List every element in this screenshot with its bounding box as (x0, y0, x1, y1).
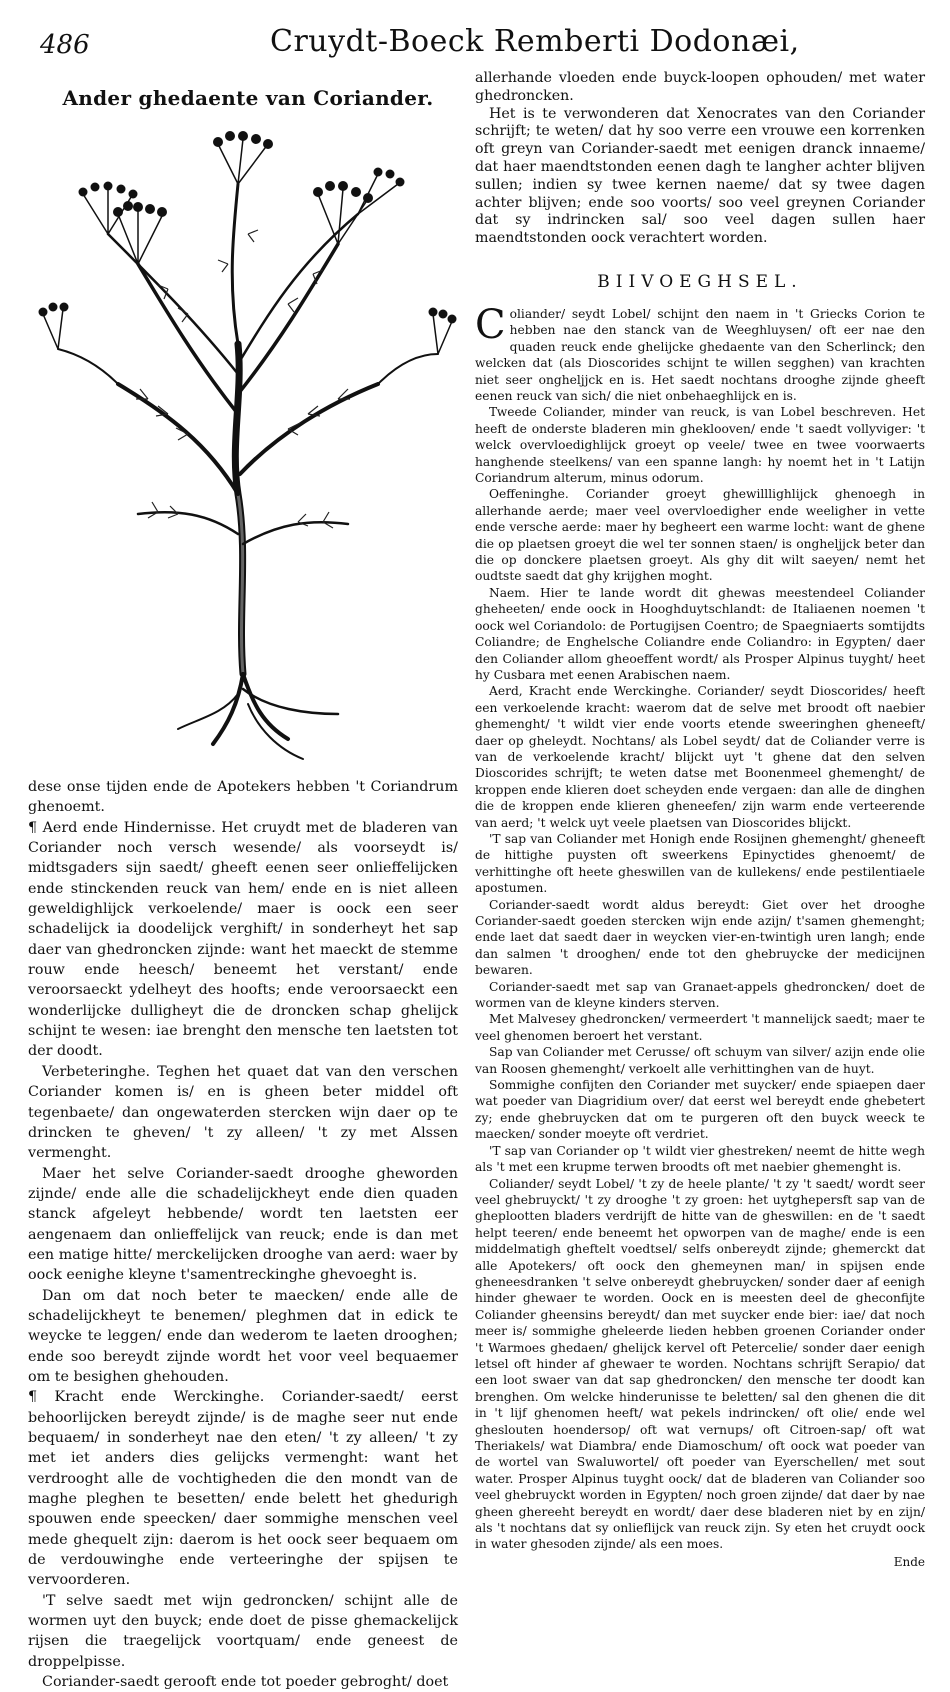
paragraph: Coliander/ seydt Lobel/ 't zy de heele plante/ 't zy 't saedt/ wordt seer veel ghebruyckt/ 't zy drooghe 't zy groen: het uytghepersft sap van de gheplootten bladers verdrijft de hitte van de gheswillen: en de 't saedt helpt teeren/ ende beneemt het opworpen van de maghe/ ende is een middelmatigh gheftelt voedtsel/ selfs onbereydt zijnde; ghemerckt dat alle Apotekers/ oft oock den ghemeynen man/ in spijsen ende gheneesdranken 't selve onbereydt ghebruycken/ sonder daer af eenigh hinder ghewaer te worden. Oock en is meesten deel de gheconfijte Coliander gheensins bereydt/ dan met suycker ende bier: iae/ dat noch meer is/ sommighe gheleerde lieden hebben groenen Coriander onder 't Warmoes ghedaen/ ghelijck kervel oft Petercelie/ sonder daer eenigh letsel oft hinder af ghewaer te worden. Nochtans schrijft Serapio/ dat een loot swaer van dat sap ghedroncken/ den mensche ter doodt kan brenghen. Om welcke hinderunisse te beletten/ sal den ghenen die dit in 't lijf ghenomen heeft/ wat pekels indrincken/ oft olie/ ende wel gheslouten hoendersop/ oft wat vernups/ oft Citroen-sap/ oft wat Theriakels/ wat Diambra/ ende Diamoschum/ oft oock wat poeder van de wortel van Swaluwortel/ oft poeder van Eyerschellen/ met sout water. Prosper Alpinus tuyght oock/ dat de bladeren van Coliander soo veel ghebruyckt worden in Egypten/ noch groen zijnde/ dat daer by nae gheen ghereeht bereydt en wordt/ daer dese bladeren niet by en zijn/ als 't nochtans dat sy onlieflijck van reuck zijn. Sy eten het cruydt oock in water ghesoden zijnde/ als een moes. (475, 1176, 925, 1552)
figure-block (28, 78, 468, 764)
paragraph-with-dropcap (475, 301, 925, 404)
paragraph: Coriander-saedt wordt aldus bereydt: Giet over het drooghe Coriander-saedt goeden stercken wijn ende azijn/ t'samen ghemenght; ende laet dat saedt daer in weycken vier-en-twintigh uren langh; ende dan salmen 't drooghen/ ende tot den ghebruycke der medicijnen bewaren. (475, 897, 925, 978)
paragraph: 'T sap van Coliander met Honigh ende Rosijnen ghemenght/ gheneeft de hittighe puysten oft sweerkens Epinyctides ghenoemt/ de verhittinghe oft heete gheswillen van de kullekens/ ende pestilentiaele apostumen. (475, 831, 925, 896)
paragraph: Naem. Hier te lande wordt dit ghewas meestendeel Coliander gheheeten/ ende oock in Hooghduytschlandt: de Italiaenen noemen 't oock wel Coriandolo: de Portugijsen Coentro; de Spaegniaerts somtijdts Coliandre; de Enghelsche Coliandre ende Coliandro: in Egypten/ daer den Coliander allom gheoeffent wordt/ als Prosper Alpinus tuyght/ heet hy Cusbara met eenen Arabischen naem. (475, 585, 925, 682)
paragraph: Coriander-saedt met sap van Granaet-appels ghedroncken/ doet de wormen van de kleyne kinders sterven. (475, 979, 925, 1011)
paragraph: Sap van Coliander met Cerusse/ oft schuym van silver/ azijn ende olie van Roosen ghemenght/ verkoelt alle verhittinghen van de huyt. (475, 1045, 925, 1076)
paragraph: dese onse tijden ende de Apotekers hebben 't Coriandrum ghenoemt. (28, 779, 458, 816)
coriander-plant-woodcut (38, 114, 458, 764)
paragraph: ¶ Aerd ende Hindernisse. Het cruydt met de bladeren van Coriander noch versch wesende/ als voorseydt is/ midtsgaders sijn saedt/ gheeft eenen seer onlieffelijcken ende stinckenden reuck van hem/ ende en is niet alleen geweldighlijck verkoelende/ maer is oock een seer schadelijck ia doodelijck verghift/ in sonderheyt het sap daer van ghedroncken zijnde: want het maeckt de stemme rouw ende heesch/ beneemt het verstant/ ende veroorsaeckt ydelheyt des hoofts; ende veroorsaeckt een wonderlijcke dulligheyt die de droncken schap ghelijck schijnt te wesen: iae brenght den mensche ten laetsten tot der doodt. (28, 819, 458, 1060)
paragraph: 'T sap van Coriander op 't wildt vier ghestreken/ neemt de hitte wegh als 't met een krupme terwen broodts oft met naebier ghemenght is. (475, 1143, 925, 1175)
paragraph: 'T selve saedt met wijn gedroncken/ schijnt alle de wormen uyt den buyck; ende doet de pisse ghemackelijck rijsen die traegelijck voortquam/ ende geneest de droppelpisse. (28, 1592, 458, 1670)
right-column-text (475, 70, 925, 1569)
section-title: BIIVOEGHSEL. (597, 271, 803, 292)
running-title: Cruydt-Boeck Remberti Dodonæi, (270, 24, 800, 59)
paragraph: Maer het selve Coriander-saedt drooghe gheworden zijnde/ ende alle die schadelijckheyt ende dien quaden stanck afgeleyt hebbende/ wordt ten laetsten eer aengenaem dan onlieffelijck van reuck; ende is dan met een matige hitte/ merckelijcken drooghe van aerd: waer by oock eenighe kleyne t'samentreckinghe ghevoeght is. (28, 1165, 458, 1284)
paragraph: Het is te verwonderen dat Xenocrates van den Coriander schrijft; te weten/ dat hy soo verre een vrouwe een korrenken oft greyn van Coriander-saedt met eenigen dranck innaeme/ dat haer maendtstonden eenen dagh te langher achter blijven sullen; indien sy twee kernen naeme/ dat sy twee dagen achter blijven; ende soo voorts/ soo veel greynen Coriander dat sy indrincken sal/ soo veel dagen sullen haer maendtstonden oock verachtert worden. (475, 105, 925, 247)
paragraph: allerhande vloeden ende buyck-loopen ophouden/ met water ghedroncken. (475, 70, 925, 104)
drop-cap: C (475, 301, 506, 348)
paragraph: Dan om dat noch beter te maecken/ ende alle de schadelijckheyt te benemen/ pleghmen dat in edick te weycke te leggen/ ende dan wederom te laeten drooghen; ende soo bereydt zijnde wordt het voor veel bequaemer om te besighen ghehouden. (28, 1287, 458, 1385)
figure-caption: Ander ghedaente van Coriander. (62, 86, 434, 110)
paragraph: Oeffeninghe. Coriander groeyt ghewilllighlijck ghenoegh in allerhande aerde; maer veel overvloedigher ende weeligher in vette ende versche aerde: maer hy begheert een warme locht: want de ghene die op plaetsen groeyt die wel ter sonnen staen/ is ongheljjck beter dan die op donckere plaetsen groeyt. Als ghy dit wilt saeyen/ nemt het oudtste saedt dat ghy krijghen moght. (475, 487, 925, 584)
paragraph: Tweede Coliander, minder van reuck, is van Lobel beschreven. Het heeft de onderste bladeren min gheklooven/ ende 't saedt vollyviger: 't welck overvloedighlijck groeyt op veele/ twee en twee voorwaerts hanghende steelkens/ van een spanne langh: hy noemt het in 't Latijn Coriandrum alterum, minus odorum. (475, 405, 925, 486)
page-number: 486 (40, 30, 90, 60)
paragraph: Sommighe confijten den Coriander met suycker/ ende spiaepen daer wat poeder van Diagridium over/ dat eerst wel bereydt ende ghebetert zy; ende ghebruycken dat om te purgeren oft den buyck weeck te maecken/ sonder moeyte oft verdriet. (475, 1078, 925, 1142)
paragraph: Coriander-saedt gerooft ende tot poeder gebroght/ doet (42, 1674, 449, 1691)
paragraph: Met Malvesey ghedroncken/ vermeerdert 't mannelijck saedt; maer te veel ghenomen beroert het verstant. (475, 1012, 925, 1043)
paragraph: Verbeteringhe. Teghen het quaet dat van den verschen Coriander komen is/ en is gheen beter middel oft tegenbaete/ dan ongewaterden stercken wijn daer op te drincken te gheven/ 't zy alleen/ 't zy met Alssen vermenght. (28, 1063, 458, 1162)
paragraph: ¶ Kracht ende Werckinghe. Coriander-saedt/ eerst behoorlijcken bereydt zijnde/ is de maghe seer nut ende bequaem/ in sonderheyt nae den eten/ 't zy alleen/ 't zy met iet anders dies gelijcks vermenght: want het verdrooght alle de vochtigheden die den mondt van de maghe pleghen te besetten/ ende belett het ghedurigh spouwen ende speecken/ daer sommighe menschen veel mede ghequelt zijn: daerom is het oock seer bequaem om de verdouwinghe ende verteeringhe der spijsen te vervoorderen. (28, 1389, 458, 1589)
catchword: Ende (893, 1554, 925, 1569)
left-column-text (28, 777, 458, 1692)
paragraph-text: oliander/ seydt Lobel/ schijnt den naem in 't Griecks Corion te hebben nae den stanck van de Weeghluysen/ oft eer nae den quaden reuck ende ghelijcke ghedaente van den Scherlinck; den welcken dat (als Dioscorides schijnt te willen segghen) van krachten niet seer ongheljjck en is. Het saedt nochtans drooghe zijnde gheeft eenen reuck van sich/ die niet onbehaeghlijck en is. (475, 306, 925, 403)
paragraph: Aerd, Kracht ende Werckinghe. Coriander/ seydt Dioscorides/ heeft een verkoelende kracht: waerom dat de selve met broodt oft naebier ghemenght/ 't wildt vier ende voorts etende sweeringhen gheneeft/ daer op gheleydt. Nochtans/ als Lobel seydt/ dat de Coliander verre is van de verkoelende kracht/ blijckt uyt 't ghene dat den selven Dioscorides schrijft; te weten datse met Boonenmeel ghemenght/ de kroppen ende klieren doet scheyden ende vergaen: dan alle de dinghen die de kroppen ende klieren gheneefen/ zijn warm ende verteerende van aerd; 't welck uyt veele plaetsen van Dioscorides blijckt. (475, 684, 925, 830)
